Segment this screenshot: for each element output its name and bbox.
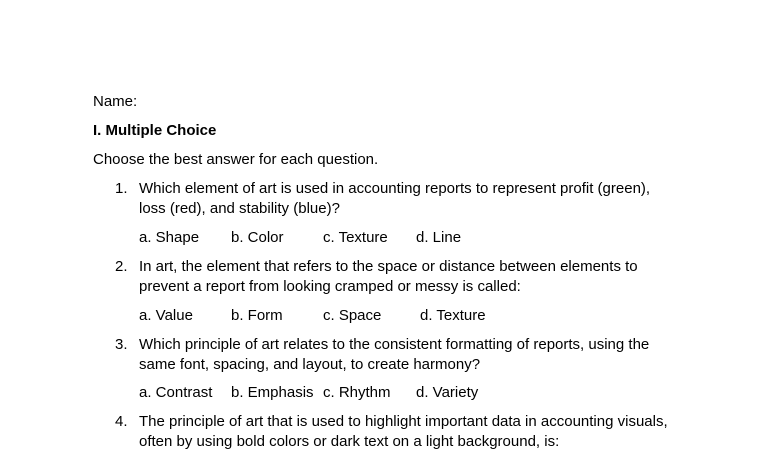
question-number: 2. [115,258,128,275]
choice-c: c. Texture [323,229,388,246]
question-number: 4. [115,413,128,430]
choice-d: d. Line [416,229,462,246]
question-text-line: Which element of art is used in accounting reports to represent profit (green), [139,180,651,197]
choice-a: a. Shape [139,229,200,246]
instructions: Choose the best answer for each question. [93,151,379,168]
choice-a: a. Contrast [139,384,213,401]
question-text-line: often by using bold colors or dark text on a light background, is: [139,433,560,450]
question-text-line: prevent a report from looking cramped or messy is called: [139,278,521,295]
question-number: 3. [115,336,128,353]
choice-d: d. Variety [416,384,479,401]
section-title: I. Multiple Choice [93,122,217,139]
choice-b: b. Emphasis [231,384,314,401]
choice-b: b. Color [231,229,284,246]
question-text-line: same font, spacing, and layout, to create harmony? [139,356,481,373]
question-text-line: loss (red), and stability (blue)? [139,200,340,217]
question-number: 1. [115,180,128,197]
choice-c: c. Space [323,307,382,324]
choice-c: c. Rhythm [323,384,391,401]
choice-d: d. Texture [420,307,486,324]
question-text-line: In art, the element that refers to the space or distance between elements to [139,258,638,275]
question-text-line: Which principle of art relates to the consistent formatting of reports, using the [139,336,650,353]
choice-b: b. Form [231,307,283,324]
choice-a: a. Value [139,307,193,324]
name-label: Name: [93,93,138,110]
question-text-line: The principle of art that is used to highlight important data in accounting visuals, [139,413,668,430]
